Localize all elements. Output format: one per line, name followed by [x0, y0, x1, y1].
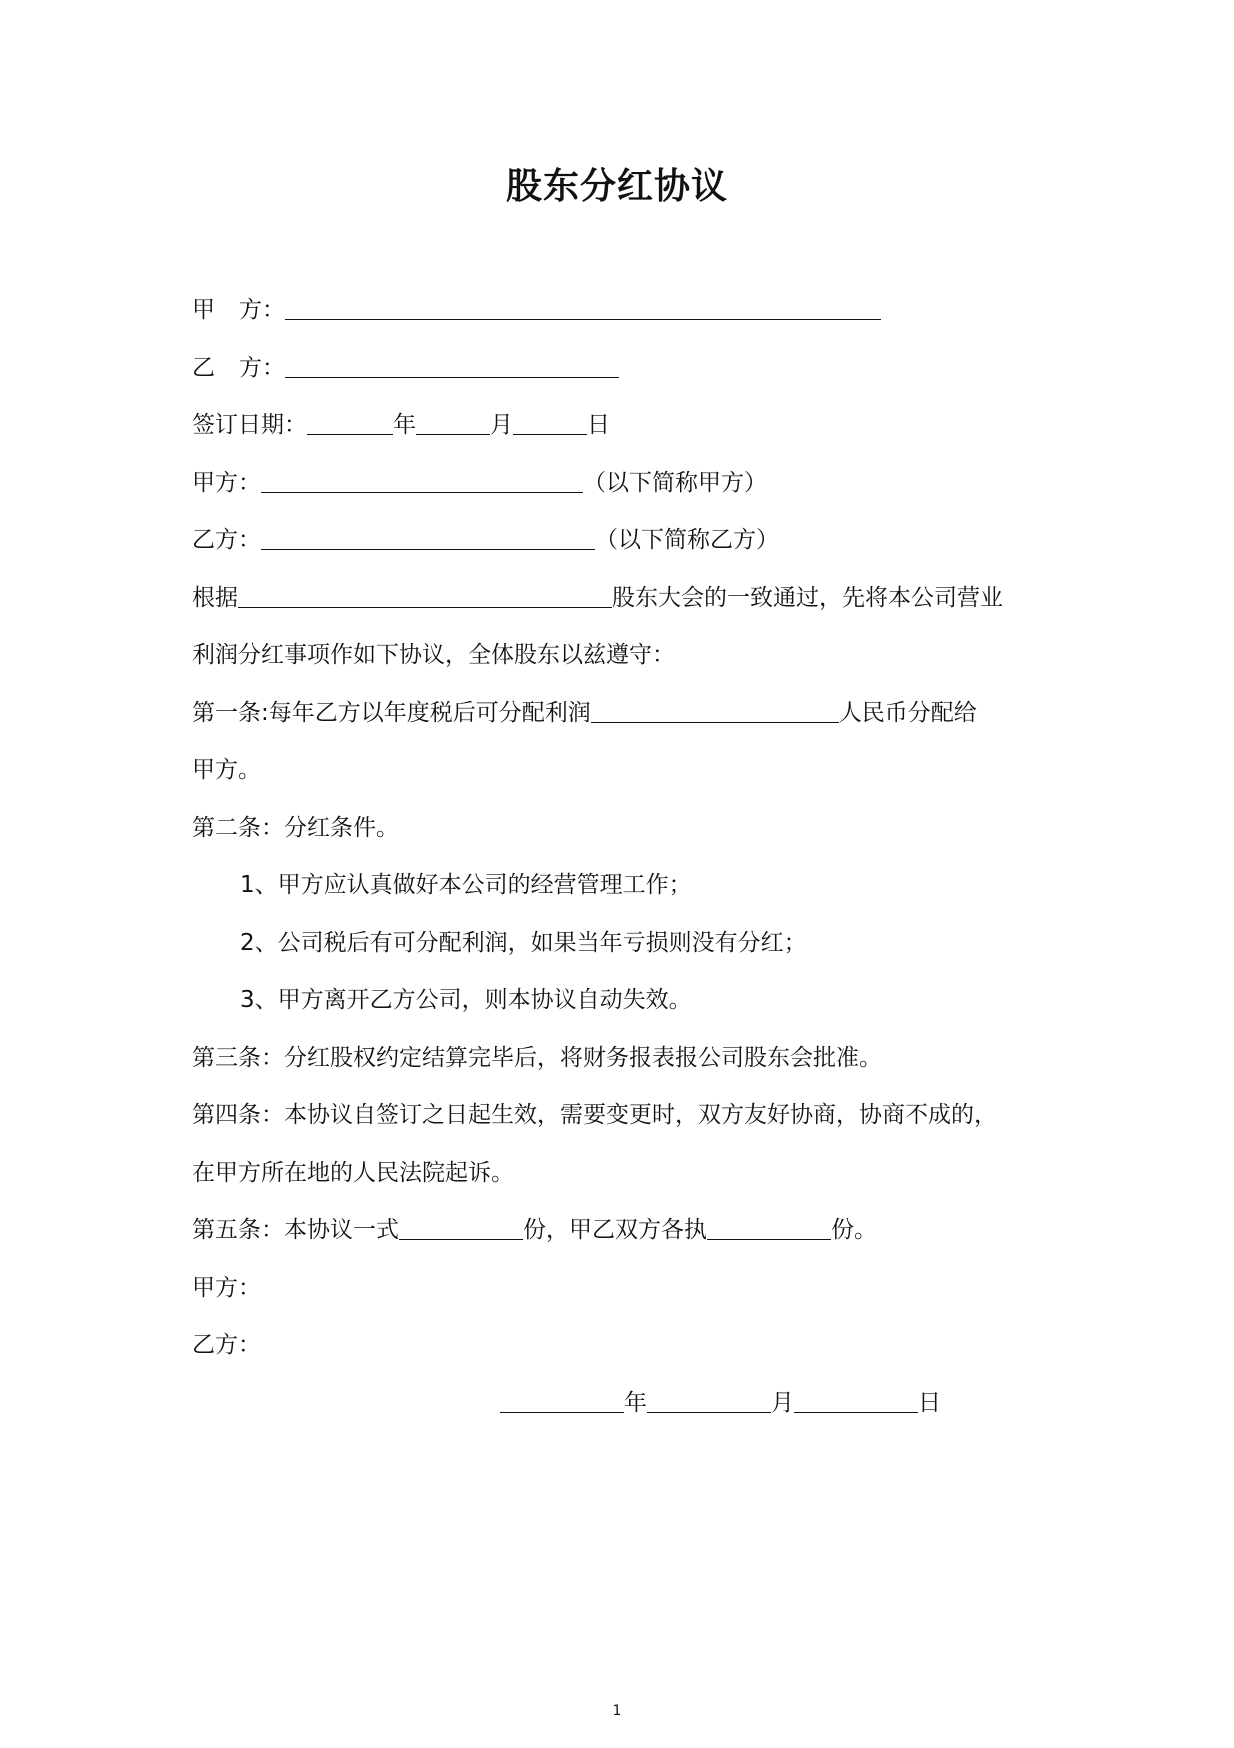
party-a-full-label: 甲方：: [192, 470, 261, 496]
party-a-full-note: （以下简称甲方）: [583, 470, 767, 496]
party-a-line: [192, 295, 881, 325]
article-2-item-1: 1、甲方应认真做好本公司的经营管理工作；: [240, 872, 692, 898]
party-a-full-blank[interactable]: [261, 470, 583, 493]
article-1-suffix: 人民币分配给: [838, 700, 977, 726]
signing-day-blank[interactable]: [513, 412, 587, 435]
party-a-full-line: [192, 468, 767, 498]
party-b-full-blank[interactable]: [261, 527, 595, 550]
signing-year-label: 年: [393, 412, 416, 438]
signing-day-label: 日: [587, 412, 610, 438]
signature-date-line: [500, 1388, 941, 1418]
intro-prefix: 根据: [192, 585, 238, 611]
copies-each-blank[interactable]: [707, 1217, 831, 1240]
article-5-prefix: 第五条：本协议一式: [192, 1217, 399, 1243]
signing-year-blank[interactable]: [307, 412, 393, 435]
signature-party-b: 乙方：: [192, 1332, 261, 1358]
party-b-blank[interactable]: [285, 355, 619, 378]
article-1-line-2: 甲方。: [192, 757, 261, 783]
intro-suffix: 股东大会的一致通过，先将本公司营业: [612, 585, 1003, 611]
article-1-line-1: [192, 698, 977, 728]
party-b-full-line: [192, 525, 779, 555]
party-b-full-note: （以下简称乙方）: [595, 527, 779, 553]
intro-line-2: 利润分红事项作如下协议，全体股东以兹遵守：: [192, 642, 675, 668]
signing-month-blank[interactable]: [416, 412, 490, 435]
article-3: 第三条：分红股权约定结算完毕后，将财务报表报公司股东会批准。: [192, 1045, 882, 1071]
party-a-label-2: 方：: [239, 297, 285, 323]
company-name-blank[interactable]: [238, 585, 612, 608]
article-5-line: [192, 1215, 877, 1245]
copies-total-blank[interactable]: [399, 1217, 523, 1240]
party-a-blank[interactable]: [285, 297, 881, 320]
page-number: 1: [612, 1703, 622, 1719]
profit-amount-blank[interactable]: [591, 700, 839, 723]
article-2-heading: 第二条：分红条件。: [192, 815, 399, 841]
signature-day-blank[interactable]: [794, 1390, 918, 1413]
party-b-line: [192, 353, 619, 383]
signature-year-label: 年: [624, 1390, 647, 1416]
article-4-line-1: 第四条：本协议自签订之日起生效，需要变更时，双方友好协商，协商不成的，: [192, 1102, 997, 1128]
signature-day-label: 日: [918, 1390, 941, 1416]
signature-year-blank[interactable]: [500, 1390, 624, 1413]
party-a-label-1: 甲: [192, 297, 215, 323]
signing-date-label: 签订日期：: [192, 412, 307, 438]
article-4-line-2: 在甲方所在地的人民法院起诉。: [192, 1160, 514, 1186]
party-b-label-1: 乙: [192, 355, 215, 381]
signature-party-a: 甲方：: [192, 1275, 261, 1301]
article-2-item-3: 3、甲方离开乙方公司，则本协议自动失效。: [240, 987, 692, 1013]
document-title: 股东分红协议: [505, 166, 728, 207]
intro-line-1: [192, 583, 1003, 613]
article-5-suffix: 份。: [831, 1217, 877, 1243]
signature-month-blank[interactable]: [647, 1390, 771, 1413]
article-2-item-2: 2、公司税后有可分配利润，如果当年亏损则没有分红；: [240, 930, 807, 956]
article-5-middle: 份，甲乙双方各执: [523, 1217, 707, 1243]
article-1-prefix: 第一条:每年乙方以年度税后可分配利润: [192, 700, 591, 726]
signature-month-label: 月: [771, 1390, 794, 1416]
party-b-full-label: 乙方：: [192, 527, 261, 553]
signing-month-label: 月: [490, 412, 513, 438]
signing-date-line: [192, 410, 610, 440]
party-b-label-2: 方：: [239, 355, 285, 381]
